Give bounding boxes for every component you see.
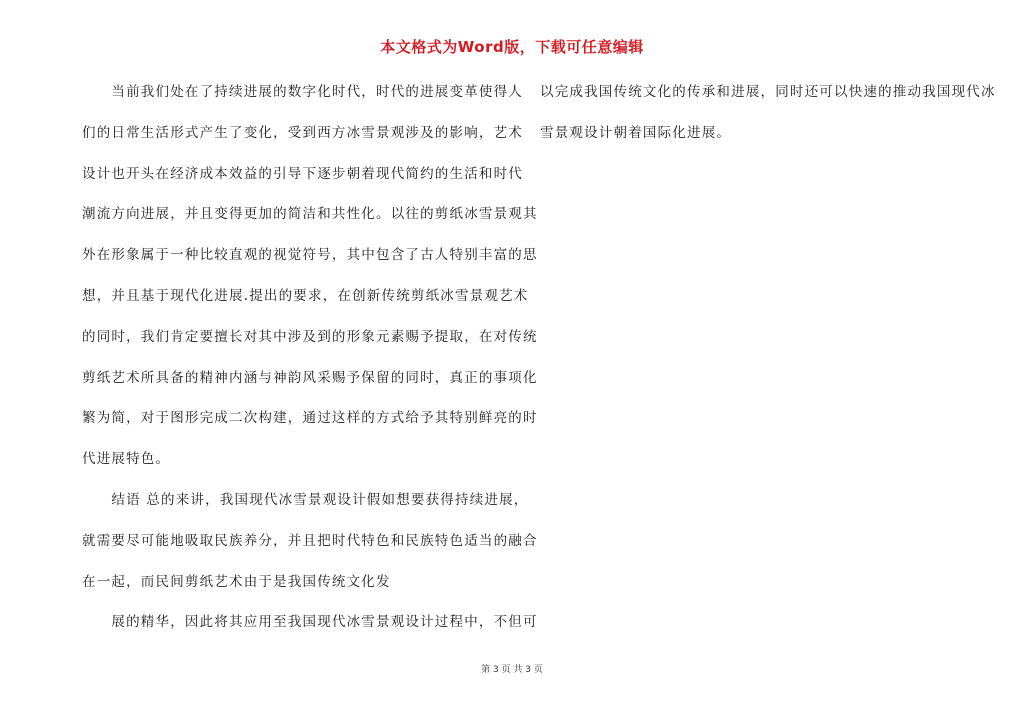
right-text-column [540,72,996,154]
text-line: 繁为简，对于图形完成二次构建，通过这样的方式给予其特别鲜亮的时 [82,410,538,427]
text-line: 雪景观设计朝着国际化进展。 [540,124,732,141]
text-line: 们的日常生活形式产生了变化，受到西方冰雪景观涉及的影响，艺术 [82,124,523,141]
page-number-footer: 第 3 页 共 3 页 [481,665,543,675]
text-line: 结语 总的来讲，我国现代冰雪景观设计假如想要获得持续进展， [82,491,529,508]
word-format-banner: 本文格式为Word版，下载可任意编辑 [380,38,644,56]
text-line: 设计也开头在经济成本效益的引导下逐步朝着现代简约的生活和时代 [82,165,523,182]
text-line: 的同时，我们肯定要擅长对其中涉及到的形象元素赐予提取，在对传统 [82,328,538,345]
text-line: 以完成我国传统文化的传承和进展，同时还可以快速的推动我国现代冰 [540,84,996,100]
text-line: 潮流方向进展，并且变得更加的简洁和共性化。以往的剪纸冰雪景观其 [82,206,538,223]
text-line: 想，并且基于现代化进展.提出的要求，在创新传统剪纸冰雪景观艺术 [82,287,529,304]
text-line: 剪纸艺术所具备的精神内涵与神韵风采赐予保留的同时，真正的事项化 [82,369,538,386]
text-line: 当前我们处在了持续进展的数字化时代，时代的进展变革使得人 [82,84,523,100]
text-line: 就需要尽可能地吸取民族养分，并且把时代特色和民族特色适当的融合 [82,532,538,549]
text-line: 外在形象属于一种比较直观的视觉符号，其中包含了古人特别丰富的思 [82,247,538,264]
text-line: 展的精华，因此将其应用至我国现代冰雪景观设计过程中，不但可 [82,614,538,631]
text-line: 在一起，而民间剪纸艺术由于是我国传统文化发 [82,573,391,590]
left-text-column [82,72,538,643]
text-line: 代进展特色。 [82,451,171,468]
